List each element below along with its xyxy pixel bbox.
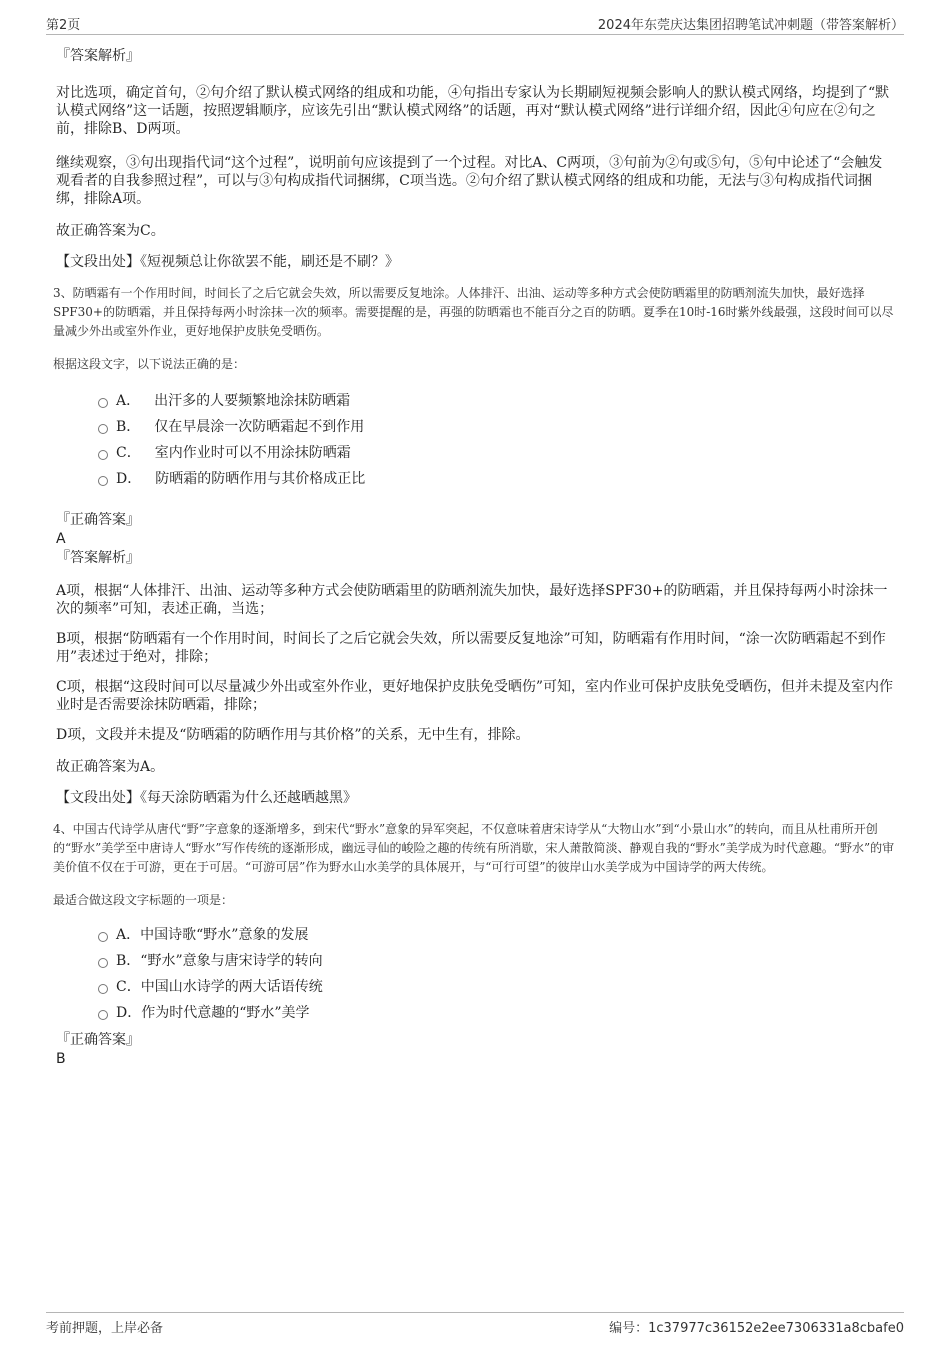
question-prompt: 最适合做这段文字标题的一项是： <box>53 893 234 907</box>
document-title: 2024年东莞庆达集团招聘笔试冲刺题（带答案解析） <box>597 18 904 33</box>
page-number: 第2页 <box>46 18 81 33</box>
correct-answer-tag: 『正确答案』 <box>56 512 140 528</box>
correct-answer-tag: 『正确答案』 <box>56 1032 140 1048</box>
source-citation: 【文段出处】《每天涂防晒霜为什么还越晒越黑》 <box>56 790 357 806</box>
analysis-tag: 『答案解析』 <box>56 550 140 566</box>
page-header <box>46 14 904 35</box>
radio-icon[interactable] <box>98 1010 108 1020</box>
page-footer <box>46 1312 904 1337</box>
radio-icon[interactable] <box>98 424 108 434</box>
radio-icon[interactable] <box>98 476 108 486</box>
option-c[interactable]: C． 室内作业时可以不用涂抹防晒霜 <box>98 440 896 466</box>
analysis-paragraph: B项，根据“防晒霜有一个作用时间，时间长了之后它就会失效，所以需要反复地涂”可知，防晒霜有作用时间，“涂一次防晒霜起不到作用”表述过于绝对，排除； <box>56 631 886 665</box>
radio-icon[interactable] <box>98 984 108 994</box>
analysis-paragraph: 对比选项，确定首句，②句介绍了默认模式网络的组成和功能，④句指出专家认为长期刷短视频会影响人的默认模式网络，均提到了“默认模式网络”这一话题，按照逻辑顺序，应该先引出“默认模式网络”的话题，再对“默认模式网络”进行详细介绍，因此④句应在②句之前，排除B、D两项。 <box>56 85 890 137</box>
option-b[interactable]: B． 仅在早晨涂一次防晒霜起不到作用 <box>98 414 896 440</box>
correct-answer: B <box>56 1051 66 1067</box>
footer-slogan: 考前押题，上岸必备 <box>46 1321 164 1336</box>
analysis-paragraph: C项，根据“这段时间可以尽量减少外出或室外作业，更好地保护皮肤免受晒伤”可知，室内作业可保护皮肤免受晒伤，但并未提及室内作业时是否需要涂抹防晒霜，排除； <box>56 679 894 713</box>
option-a[interactable]: A． 中国诗歌“野水”意象的发展 <box>98 922 896 948</box>
question-stem: 4、中国古代诗学从唐代“野”字意象的逐渐增多，到宋代“野水”意象的异军突起，不仅意味着唐宋诗学从“大物山水”到“小景山水”的转向，而且从杜甫所开创的“野水”美学至中唐诗人“野水”写作传统的逐渐形成，幽远寻仙的峻险之趣的传统有所消歇，宋人萧散简淡、静观自我的“野水”美学成为时代意趣。“野水”的审美价值不仅在于可游，更在于可居。“可游可居”作为野水山水美学的具体展开，与“可行可望”的彼岸山水美学成为中国诗学的两大传统。 <box>53 822 895 874</box>
option-d[interactable]: D． 防晒霜的防晒作用与其价格成正比 <box>98 466 896 492</box>
analysis-paragraph: A项，根据“人体排汗、出油、运动等多种方式会使防晒霜里的防晒剂流失加快，最好选择SPF30+的防晒霜，并且保持每两小时涂抹一次的频率”可知，表述正确，当选； <box>56 583 888 617</box>
option-c[interactable]: C． 中国山水诗学的两大话语传统 <box>98 974 896 1000</box>
options-list <box>98 388 896 492</box>
analysis-paragraph: D项，文段并未提及“防晒霜的防晒作用与其价格”的关系，无中生有，排除。 <box>56 727 530 743</box>
correct-answer: A <box>56 531 66 547</box>
question-stem: 3、防晒霜有一个作用时间，时间长了之后它就会失效，所以需要反复地涂。人体排汗、出油、运动等多种方式会使防晒霜里的防晒剂流失加快，最好选择SPF30+的防晒霜，并且保持每两小时涂抹一次的频率。需要提醒的是，再强的防晒霜也不能百分之百的防晒。夏季在10时-16时紫外线最强，这段时间可以尽量减少外出或室外作业，更好地保护皮肤免受晒伤。 <box>53 286 894 338</box>
radio-icon[interactable] <box>98 932 108 942</box>
conclusion-text: 故正确答案为C。 <box>56 223 165 239</box>
analysis-tag: 『答案解析』 <box>56 48 140 64</box>
options-list <box>98 922 896 1026</box>
question-prompt: 根据这段文字，以下说法正确的是： <box>53 357 246 371</box>
analysis-paragraph: 继续观察，③句出现指代词“这个过程”，说明前句应该提到了一个过程。对比A、C两项，③句前为②句或⑤句，⑤句中论述了“会触发观看者的自我参照过程”，可以与③句构成指代词捆绑，C项当选。②句介绍了默认模式网络的组成和功能，无法与③句构成指代词捆绑，排除A项。 <box>56 155 883 207</box>
conclusion-text: 故正确答案为A。 <box>56 759 165 775</box>
source-citation: 【文段出处】《短视频总让你欲罢不能，刷还是不刷？》 <box>56 254 399 270</box>
radio-icon[interactable] <box>98 450 108 460</box>
option-a[interactable]: A． 出汗多的人要频繁地涂抹防晒霜 <box>98 388 896 414</box>
page-content <box>53 44 896 1068</box>
radio-icon[interactable] <box>98 398 108 408</box>
document-id: 编号：1c37977c36152e2ee7306331a8cbafe0 <box>609 1321 904 1336</box>
option-b[interactable]: B． “野水”意象与唐宋诗学的转向 <box>98 948 896 974</box>
option-d[interactable]: D． 作为时代意趣的“野水”美学 <box>98 1000 896 1026</box>
radio-icon[interactable] <box>98 958 108 968</box>
